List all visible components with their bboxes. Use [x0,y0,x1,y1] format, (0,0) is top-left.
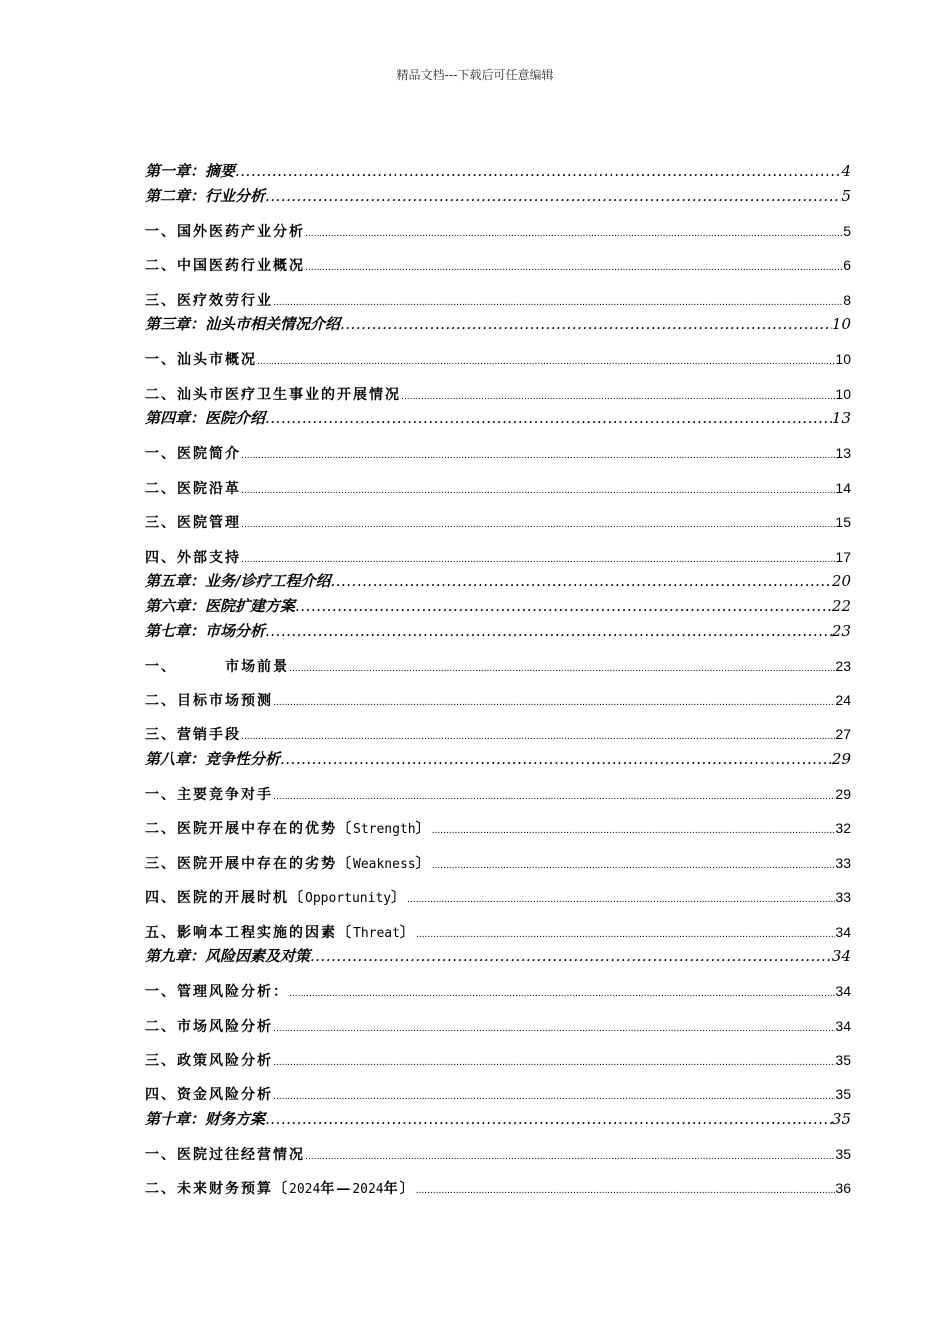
toc-page: 17 [835,549,851,565]
toc-entry[interactable] [145,1084,851,1108]
toc-page: 6 [843,257,851,273]
toc-entry[interactable] [145,853,851,877]
toc-page: 23 [831,622,851,640]
toc-title: 第三章：汕头市相关情况介绍 [145,315,341,333]
toc-leader [273,792,835,802]
toc-title: 第七章：市场分析 [145,622,266,640]
toc-leader [280,750,832,768]
toc-title: 三、营销手段 [145,727,241,743]
toc-page: 34 [835,983,851,999]
toc-leader [305,229,843,239]
toc-title: 一、 市场前景 [145,659,290,675]
toc-page: 13 [835,445,851,461]
toc-leader [432,826,836,836]
toc-leader [305,1152,835,1162]
toc-leader [432,861,836,871]
toc-title: 二、中国医药行业概况 [145,258,305,274]
toc-page: 35 [835,1052,851,1068]
toc-leader [273,298,843,308]
toc-page: 29 [835,786,851,802]
toc-page: 10 [831,315,851,333]
toc-page: 34 [835,924,851,940]
toc-title: 一、管理风险分析： [145,984,289,1000]
page-header: 精品文档---下载后可任意编辑 [396,68,554,82]
toc-leader [235,162,841,180]
toc-page: 5 [841,187,851,205]
toc-leader [273,1058,835,1068]
toc-entry[interactable] [145,512,851,536]
toc-page: 15 [835,514,851,530]
toc-page: 13 [831,409,851,427]
toc-entry[interactable] [145,384,851,408]
toc-leader [241,555,835,565]
toc-page: 23 [835,658,851,674]
toc-leader [305,263,843,273]
toc-page: 5 [843,223,851,239]
toc-leader [241,451,835,461]
toc-title: 一、医院简介 [145,446,241,462]
toc-title: 三、医疗效劳行业 [145,293,273,309]
toc-page: 24 [835,692,851,708]
toc-entry[interactable] [145,313,851,337]
toc-page: 10 [835,351,851,367]
toc-title: 四、外部支持 [145,550,241,566]
toc-title: 二、目标市场预测 [145,693,273,709]
toc-page: 36 [835,1180,851,1196]
toc-title: 第一章：摘要 [145,162,236,180]
toc-page: 32 [835,820,851,836]
toc-page: 27 [835,726,851,742]
toc-page: 14 [835,480,851,496]
toc-entry[interactable] [145,478,851,502]
toc-entry[interactable] [145,784,851,808]
toc-entry[interactable] [145,690,851,714]
toc-page: 20 [831,572,851,590]
toc-entry[interactable] [145,1144,851,1168]
toc-page: 4 [841,162,851,180]
toc-leader [265,1110,832,1128]
toc-page: 35 [831,1110,851,1128]
toc-entry[interactable] [145,443,851,467]
toc-title: 第五章：业务/诊疗工程介绍 [145,572,331,590]
toc-title: 第六章：医院扩建方案 [145,597,296,615]
toc-leader [295,597,832,615]
toc-title: 第十章：财务方案 [145,1110,266,1128]
toc-leader [289,989,835,999]
toc-page: 34 [831,947,851,965]
toc-page: 33 [835,889,851,905]
toc-title: 三、医院开展中存在的劣势〔Weakness〕 [145,856,432,872]
toc-entry[interactable] [145,887,851,911]
toc-leader [273,1092,835,1102]
toc-title: 四、医院的开展时机〔Opportunity〕 [145,890,408,906]
toc-page: 10 [835,386,851,402]
toc-title: 第九章：风险因素及对策 [145,947,311,965]
toc-entry[interactable] [145,724,851,748]
toc-entry[interactable] [145,818,851,842]
toc-title: 第八章：竞争性分析 [145,750,281,768]
toc-entry[interactable] [145,255,851,279]
toc-entry[interactable] [145,407,851,431]
toc-entry[interactable] [145,1108,851,1132]
toc-leader [401,392,835,402]
toc-page: 34 [835,1018,851,1034]
toc-entry[interactable] [145,1016,851,1040]
toc-entry[interactable] [145,160,851,184]
toc-entry[interactable] [145,656,851,680]
toc-leader [273,698,835,708]
toc-leader [241,486,835,496]
toc-entry[interactable] [145,595,851,619]
toc-leader [257,357,835,367]
toc-title: 第四章：医院介绍 [145,409,266,427]
toc-leader [241,732,835,742]
toc-page: 35 [835,1146,851,1162]
toc-title: 二、未来财务预算〔2024年—2024年〕 [145,1181,416,1197]
toc-page: 33 [835,855,851,871]
toc-title: 三、医院管理 [145,515,241,531]
toc-page: 8 [843,292,851,308]
toc-entry[interactable] [145,349,851,373]
toc-entry[interactable] [145,1050,851,1074]
toc-title: 五、影响本工程实施的因素〔Threat〕 [145,925,416,941]
toc-page: 22 [831,597,851,615]
toc-leader [416,930,835,940]
toc-leader [310,947,832,965]
toc-entry[interactable] [145,185,851,209]
toc-entry[interactable] [145,221,851,245]
toc-title: 二、汕头市医疗卫生事业的开展情况 [145,387,401,403]
toc-entry[interactable] [145,547,851,571]
toc-page: 35 [835,1086,851,1102]
toc-leader [416,1186,836,1196]
toc-title: 二、市场风险分析 [145,1019,273,1035]
toc-entry[interactable] [145,922,851,946]
toc-title: 二、医院开展中存在的优势〔Strength〕 [145,821,432,837]
toc-title: 一、汕头市概况 [145,352,257,368]
toc-leader [289,664,835,674]
toc-title: 一、医院过往经营情况 [145,1147,305,1163]
toc-page: 29 [831,750,851,768]
toc-leader [241,520,835,530]
toc-title: 三、政策风险分析 [145,1053,273,1069]
toc-title: 一、国外医药产业分析 [145,224,305,240]
toc-leader [265,409,832,427]
toc-leader [407,895,835,905]
toc-title: 一、主要竞争对手 [145,787,273,803]
toc-title: 第二章：行业分析 [145,187,266,205]
toc-title: 二、医院沿革 [145,481,241,497]
toc-leader [265,622,832,640]
toc-entry[interactable] [145,620,851,644]
toc-entry[interactable] [145,290,851,314]
toc-entry[interactable] [145,945,851,969]
toc-leader [273,1024,835,1034]
toc-entry[interactable] [145,981,851,1005]
toc-leader [330,572,831,590]
toc-leader [265,187,841,205]
toc-leader [340,315,832,333]
toc-entry[interactable] [145,1178,851,1202]
toc-title: 四、资金风险分析 [145,1087,273,1103]
toc-entry[interactable] [145,570,851,594]
toc-entry[interactable] [145,748,851,772]
